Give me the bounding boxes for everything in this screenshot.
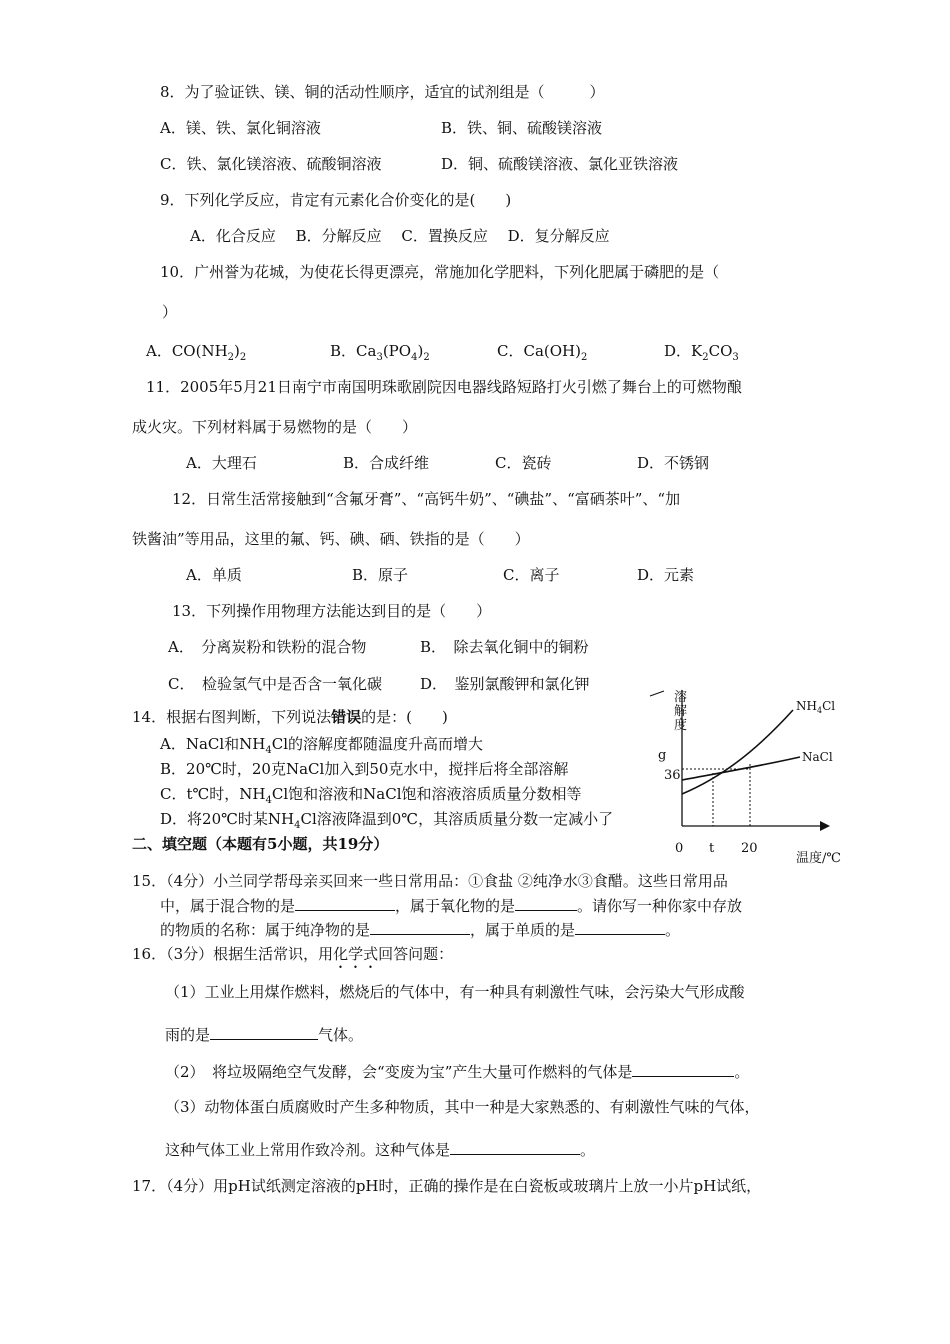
- q8-option-b: B．铁、铜、硫酸镁溶液: [441, 119, 603, 137]
- q12-stem: 12．日常生活常接触到“含氟牙膏”、“高钙牛奶”、“碘盐”、“富硒茶叶”、“加: [172, 490, 681, 508]
- q15-blank-element[interactable]: [575, 919, 665, 935]
- q16-blank-1[interactable]: [210, 1024, 318, 1040]
- q12-option-d: D．元素: [637, 566, 695, 584]
- q14-option-b: B．20℃时，20克NaCl加入到50克水中，搅拌后将全部溶解: [160, 760, 569, 778]
- solubility-chart: [640, 686, 860, 866]
- q12-option-a: A．单质: [186, 566, 242, 584]
- q11-stem-2: 成火灾。下列材料属于易燃物的是（ ）: [132, 418, 418, 436]
- q10-option-c: C．$Ca(OH)_2$: [497, 342, 588, 363]
- legend-nh4cl: $NH_4Cl$: [796, 699, 836, 715]
- q9-stem: 9．下列化学反应，肯定有元素化合价变化的是( ): [160, 191, 512, 209]
- q14-option-d: D．将20℃时某$NH_4Cl$溶液降温到0℃，其溶质质量分数一定减小了: [160, 810, 614, 831]
- y-unit-label: g: [658, 748, 667, 763]
- y-tick-label: 36: [664, 768, 681, 783]
- chart-tick-mark: [650, 691, 664, 696]
- q16-blank-3[interactable]: [450, 1139, 580, 1155]
- y-label-2: 解: [674, 704, 688, 719]
- q11-option-c: C．瓷砖: [495, 454, 552, 472]
- x-tick-20: 20: [741, 841, 758, 856]
- q10-option-d: D．$K_2CO_3$: [664, 342, 739, 363]
- q10-stem-end: ）: [162, 303, 178, 321]
- q14-stem: 14．根据右图判断，下列说法错误的是：( ): [132, 708, 448, 726]
- q13-option-a: A． 分离炭粉和铁粉的混合物: [168, 638, 367, 656]
- q17-line-1: 17．（4分）用pH试纸测定溶液的pH时，正确的操作是在白瓷板或玻璃片上放一小片pH试纸，: [132, 1177, 762, 1195]
- q13-option-c: C． 检验氢气中是否含一氧化碳: [168, 675, 382, 693]
- q8-option-d: D．铜、硫酸镁溶液、氯化亚铁溶液: [441, 155, 679, 173]
- q16-blank-2[interactable]: [632, 1061, 734, 1077]
- q15-blank-pure[interactable]: [370, 919, 470, 935]
- q16-part3-line2: 这种气体工业上常用作致冷剂。这种气体是 。: [165, 1141, 596, 1159]
- q16-part2: （2） 将垃圾隔绝空气发酵，会“变废为宝”产生大量可作燃料的气体是 。: [165, 1063, 750, 1081]
- q16-emphasis: 化学式: [333, 945, 379, 963]
- q12-option-c: C．离子: [503, 566, 560, 584]
- q13-stem: 13．下列操作用物理方法能达到目的是（ ）: [172, 602, 492, 620]
- q9-options: A．化合反应 B．分解反应 C．置换反应 D．复分解反应: [190, 227, 610, 245]
- legend-nacl: NaCl: [802, 750, 833, 764]
- q13-option-b: B． 除去氧化铜中的铜粉: [420, 638, 589, 656]
- q10-option-b: B．$Ca_3(PO_4)_2$: [330, 342, 430, 363]
- q15-line-1: 15．（4分）小兰同学帮母亲买回来一些日常用品：①食盐 ②纯净水③食醋。这些日常用品: [132, 872, 728, 890]
- q8-stem: 8．为了验证铁、镁、铜的活动性顺序，适宜的试剂组是（ ）: [160, 83, 605, 101]
- q14-option-a: A．NaCl和$NH_4Cl$的溶解度都随温度升高而增大: [160, 735, 484, 756]
- q15-blank-mixture[interactable]: [295, 895, 395, 911]
- q8-option-c: C．铁、氯化镁溶液、硫酸铜溶液: [160, 155, 382, 173]
- q12-stem-2: 铁酱油”等用品，这里的氟、钙、碘、硒、铁指的是（ ）: [132, 530, 530, 548]
- q15-line-2: 中，属于混合物的是 ，属于氧化物的是 。请你写一种你家中存放: [160, 897, 743, 915]
- q16-part1-line2: 雨的是 气体。: [165, 1026, 364, 1044]
- q13-option-d: D． 鉴别氯酸钾和氯化钾: [420, 675, 590, 693]
- y-label-3: 度: [674, 718, 688, 733]
- q12-option-b: B．原子: [352, 566, 409, 584]
- q14-option-c: C．t℃时，$NH_4Cl$饱和溶液和NaCl饱和溶液溶质质量分数相等: [160, 785, 582, 806]
- q14-emphasis: 错误: [331, 708, 362, 726]
- y-label-1: 溶: [674, 690, 688, 705]
- q10-stem: 10．广州誉为花城，为使花长得更漂亮，常施加化学肥料，下列化肥属于磷肥的是（: [160, 263, 720, 281]
- x-axis-label: 温度/℃: [796, 851, 841, 866]
- q8-option-a: A．镁、铁、氯化铜溶液: [160, 119, 321, 137]
- q16-part1-line1: （1）工业上用煤作燃料，燃烧后的气体中，有一种具有刺激性气味，会污染大气形成酸: [165, 983, 745, 1001]
- q16-stem: 16．（3分）根据生活常识，用化学式回答问题：: [132, 945, 454, 963]
- q15-line-3: 的物质的名称：属于纯净物的是 ，属于单质的是 。: [160, 921, 681, 939]
- q11-option-b: B．合成纤维: [343, 454, 430, 472]
- q15-blank-oxide[interactable]: [515, 895, 577, 911]
- q16-part3-line1: （3）动物体蛋白质腐败时产生多种物质，其中一种是大家熟悉的、有刺激性气味的气体，: [165, 1098, 760, 1116]
- section-title: 二、填空题（本题有5小题，共19分）: [132, 835, 389, 853]
- q10-option-a: A．$CO(NH_2)_2$: [146, 342, 247, 363]
- x-tick-t: t: [709, 841, 715, 856]
- x-axis-arrow: [820, 821, 830, 831]
- q11-option-a: A．大理石: [186, 454, 257, 472]
- series-line-nh4cl: [682, 710, 793, 794]
- q11-option-d: D．不锈钢: [637, 454, 710, 472]
- x-tick-0: 0: [675, 841, 684, 856]
- q11-stem: 11．2005年5月21日南宁市南国明珠歌剧院因电器线路短路打火引燃了舞台上的可燃物酿: [146, 378, 742, 396]
